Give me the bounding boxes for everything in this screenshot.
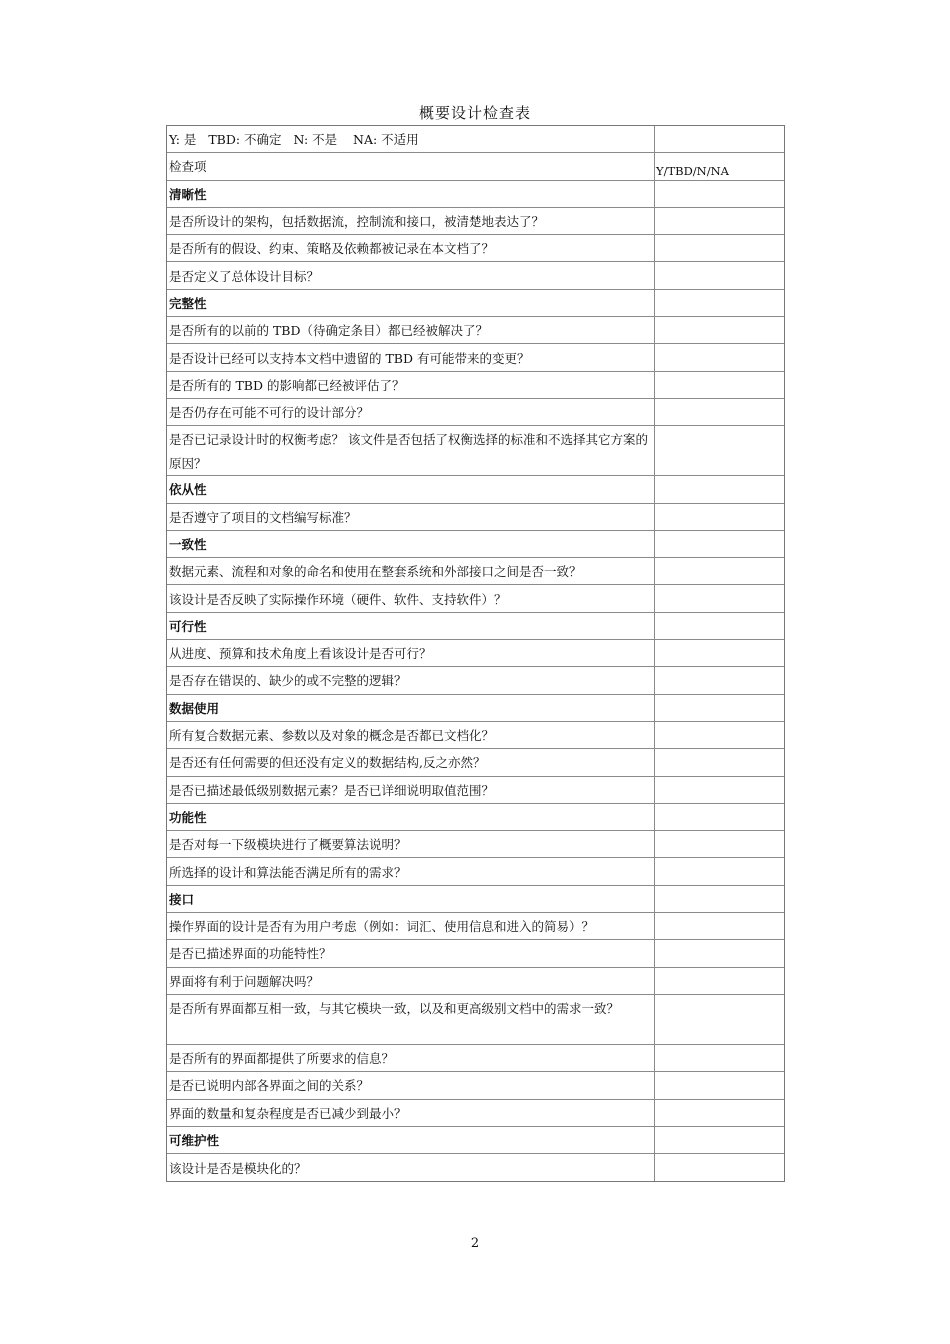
status-cell[interactable] [655, 372, 784, 398]
status-cell[interactable] [655, 858, 784, 884]
status-cell[interactable] [655, 558, 784, 584]
status-cell[interactable] [655, 749, 784, 775]
section-header-row [167, 695, 784, 722]
checklist-row [167, 1154, 784, 1181]
section-title: 一致性 [167, 531, 655, 557]
status-cell[interactable] [655, 504, 784, 530]
status-cell[interactable] [655, 344, 784, 370]
checklist-row [167, 640, 784, 667]
section-header-row [167, 1127, 784, 1154]
checklist-row [167, 504, 784, 531]
check-item-text: 是否已记录设计时的权衡考虑？ 该文件是否包括了权衡选择的标准和不选择其它方案的原因？ [167, 426, 655, 475]
section-title: 依从性 [167, 476, 655, 502]
section-title: 接口 [167, 886, 655, 912]
checklist-row [167, 667, 784, 694]
checklist-row [167, 399, 784, 426]
checklist-row [167, 749, 784, 776]
check-item-text: 界面将有利于问题解决吗？ [167, 968, 655, 994]
section-title: 可维护性 [167, 1127, 655, 1153]
status-cell[interactable] [655, 1072, 784, 1098]
check-item-text: 是否还有任何需要的但还没有定义的数据结构,反之亦然？ [167, 749, 655, 775]
header-row [167, 153, 784, 180]
status-cell[interactable] [655, 940, 784, 966]
checklist-row [167, 235, 784, 262]
checklist-row [167, 585, 784, 612]
status-cell[interactable] [655, 1127, 784, 1153]
section-title: 完整性 [167, 290, 655, 316]
status-cell[interactable] [655, 399, 784, 425]
status-cell[interactable] [655, 1154, 784, 1181]
section-title: 功能性 [167, 804, 655, 830]
status-cell[interactable] [655, 1100, 784, 1126]
checklist-row [167, 262, 784, 289]
status-cell[interactable] [655, 585, 784, 611]
check-item-text: 是否仍存在可能不可行的设计部分？ [167, 399, 655, 425]
check-item-text: 所选择的设计和算法能否满足所有的需求？ [167, 858, 655, 884]
checklist-row [167, 1072, 784, 1099]
check-item-text: 操作界面的设计是否有为用户考虑（例如：词汇、使用信息和进入的简易）？ [167, 913, 655, 939]
checklist-row [167, 831, 784, 858]
check-item-text: 是否设计已经可以支持本文档中遗留的 TBD 有可能带来的变更？ [167, 344, 655, 370]
checklist-row [167, 777, 784, 804]
check-item-text: 是否已描述界面的功能特性？ [167, 940, 655, 966]
status-cell[interactable] [655, 262, 784, 288]
check-item-text: 从进度、预算和技术角度上看该设计是否可行？ [167, 640, 655, 666]
section-title: 可行性 [167, 613, 655, 639]
checklist-row [167, 1045, 784, 1072]
checklist-row [167, 722, 784, 749]
header-item-cell: 检查项 [167, 153, 655, 179]
section-header-row [167, 886, 784, 913]
section-header-row [167, 476, 784, 503]
status-cell[interactable] [655, 531, 784, 557]
checklist-table [166, 125, 785, 1182]
checklist-row [167, 372, 784, 399]
checklist-row [167, 995, 784, 1045]
status-cell[interactable] [655, 968, 784, 994]
section-header-row [167, 613, 784, 640]
status-cell[interactable] [655, 831, 784, 857]
checklist-row [167, 940, 784, 967]
check-item-text: 是否所有界面都互相一致，与其它模块一致，以及和更高级别文档中的需求一致？ [167, 995, 655, 1044]
status-cell[interactable] [655, 995, 784, 1044]
status-cell[interactable] [655, 913, 784, 939]
checklist-row [167, 858, 784, 885]
check-item-text: 该设计是否反映了实际操作环境（硬件、软件、支持软件）？ [167, 585, 655, 611]
check-item-text: 是否所有的 TBD 的影响都已经被评估了？ [167, 372, 655, 398]
status-cell[interactable] [655, 317, 784, 343]
legend-text: Y: 是 TBD: 不确定 N: 不是 NA: 不适用 [169, 132, 419, 148]
checklist-row [167, 344, 784, 371]
status-cell[interactable] [655, 640, 784, 666]
status-cell[interactable] [655, 208, 784, 234]
status-cell[interactable] [655, 181, 784, 207]
checklist-row [167, 426, 784, 476]
checklist-rows [167, 181, 784, 1182]
check-item-text: 是否定义了总体设计目标？ [167, 262, 655, 288]
legend-row [167, 126, 784, 153]
status-cell[interactable] [655, 777, 784, 803]
section-title: 数据使用 [167, 695, 655, 721]
check-item-text: 是否所有的以前的 TBD（待确定条目）都已经被解决了？ [167, 317, 655, 343]
check-item-text: 所有复合数据元素、参数以及对象的概念是否都已文档化？ [167, 722, 655, 748]
section-header-row [167, 181, 784, 208]
check-item-text: 是否已说明内部各界面之间的关系？ [167, 1072, 655, 1098]
check-item-text: 是否遵守了项目的文档编写标准？ [167, 504, 655, 530]
status-cell[interactable] [655, 667, 784, 693]
check-item-text: 该设计是否是模块化的？ [167, 1154, 655, 1181]
status-cell[interactable] [655, 886, 784, 912]
status-cell[interactable] [655, 722, 784, 748]
checklist-row [167, 968, 784, 995]
section-header-row [167, 804, 784, 831]
check-item-text: 界面的数量和复杂程度是否已减少到最小？ [167, 1100, 655, 1126]
status-cell[interactable] [655, 804, 784, 830]
page-title: 概要设计检查表 [418, 104, 531, 122]
check-item-text: 数据元素、流程和对象的命名和使用在整套系统和外部接口之间是否一致？ [167, 558, 655, 584]
status-cell[interactable] [655, 613, 784, 639]
checklist-row [167, 1100, 784, 1127]
status-cell[interactable] [655, 476, 784, 502]
check-item-text: 是否所有的界面都提供了所要求的信息？ [167, 1045, 655, 1071]
section-header-row [167, 531, 784, 558]
check-item-text: 是否存在错误的、缺少的或不完整的逻辑？ [167, 667, 655, 693]
status-cell[interactable] [655, 235, 784, 261]
check-item-text: 是否对每一下级模块进行了概要算法说明？ [167, 831, 655, 857]
check-item-text: 是否所有的假设、约束、策略及依赖都被记录在本文档了？ [167, 235, 655, 261]
section-header-row [167, 290, 784, 317]
status-cell[interactable] [655, 426, 784, 475]
check-item-text: 是否所设计的架构，包括数据流，控制流和接口，被清楚地表达了？ [167, 208, 655, 234]
header-status-cell: Y/TBD/N/NA [656, 163, 729, 178]
status-cell[interactable] [655, 1045, 784, 1071]
checklist-row [167, 208, 784, 235]
checklist-row [167, 317, 784, 344]
checklist-row [167, 913, 784, 940]
checklist-row [167, 558, 784, 585]
legend-status-cell [655, 126, 784, 152]
check-item-text: 是否已描述最低级别数据元素？是否已详细说明取值范围？ [167, 777, 655, 803]
page-number: 2 [470, 1236, 480, 1251]
section-title: 清晰性 [167, 181, 655, 207]
status-cell[interactable] [655, 290, 784, 316]
legend-cell [167, 126, 655, 152]
status-cell[interactable] [655, 695, 784, 721]
